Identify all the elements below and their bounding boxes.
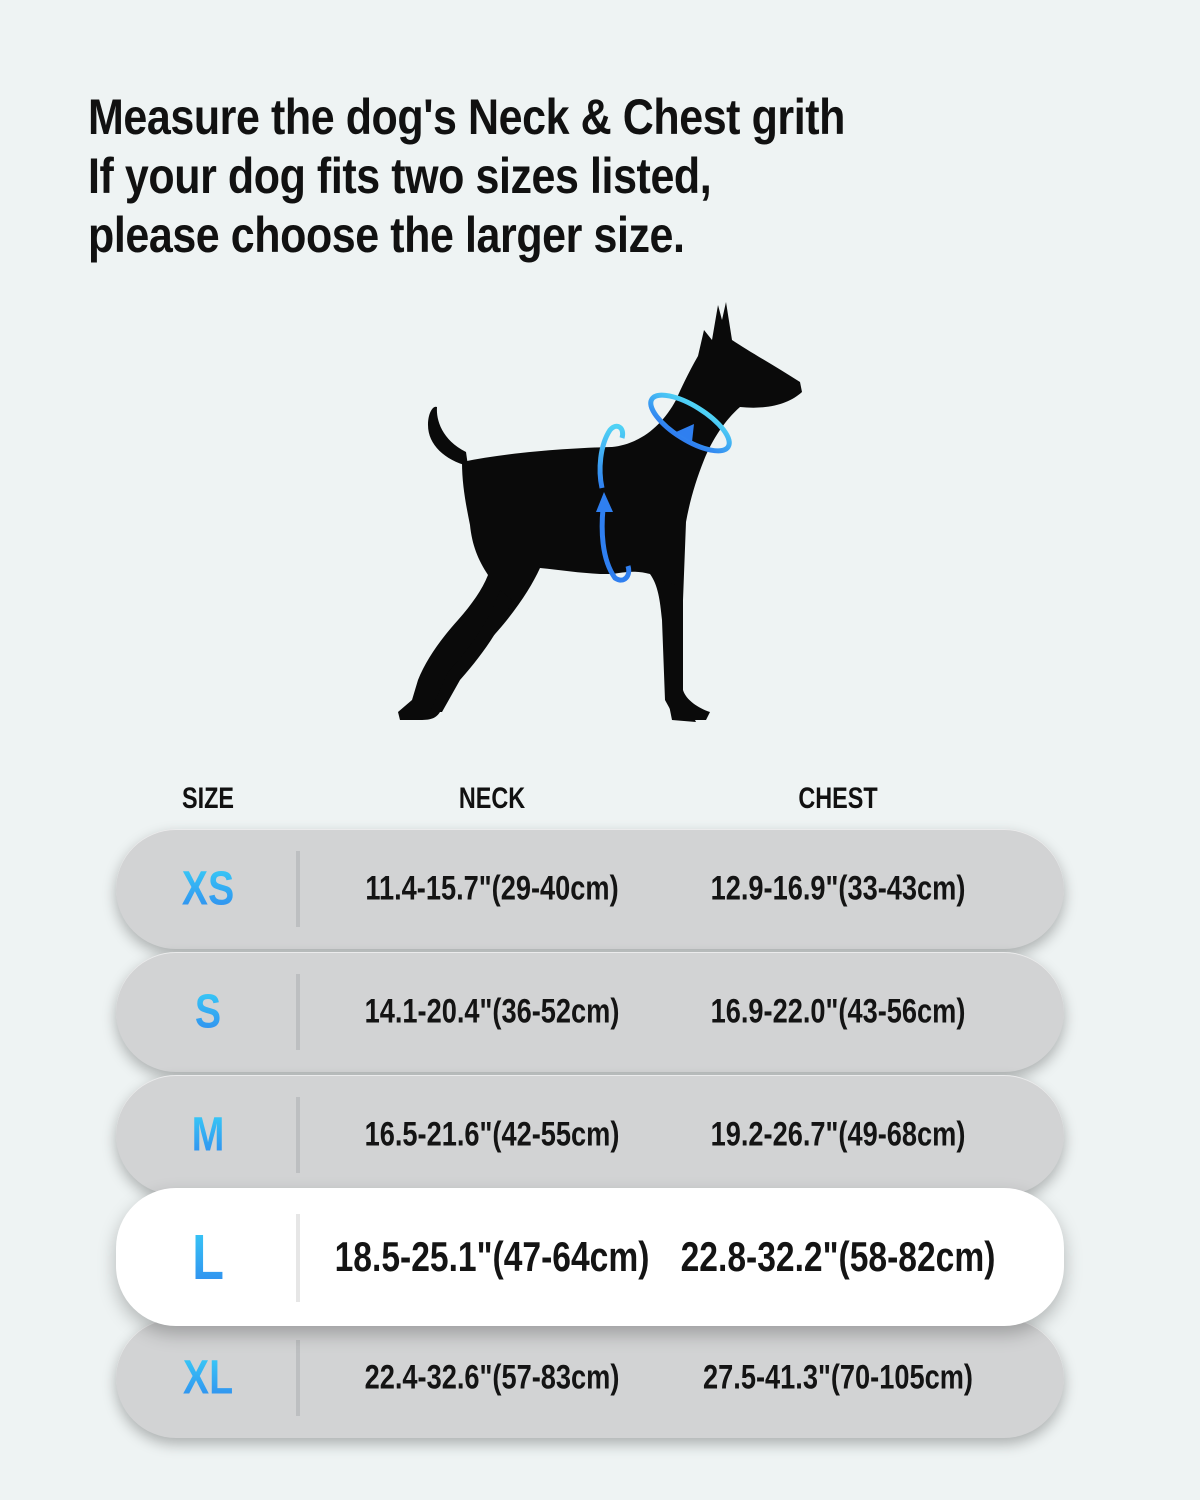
headline [88, 88, 1088, 265]
headline-line-3: please choose the larger size. [88, 207, 685, 263]
size-label: L [191, 1221, 225, 1293]
size-row-xl [116, 1318, 1064, 1438]
size-row-s [116, 952, 1064, 1072]
neck-measurement: 16.5-21.6"(42-55cm) [364, 1115, 620, 1154]
header-neck: NECK [458, 782, 526, 815]
neck-measurement: 11.4-15.7"(29-40cm) [365, 869, 619, 908]
chest-measurement: 16.9-22.0"(43-56cm) [710, 992, 966, 1031]
size-row-xs [116, 829, 1064, 949]
row-divider [296, 1340, 300, 1416]
size-label: XS [181, 862, 235, 916]
size-label: S [194, 985, 222, 1039]
neck-measurement: 22.4-32.6"(57-83cm) [364, 1358, 620, 1397]
row-divider [296, 1097, 300, 1173]
chest-measurement: 12.9-16.9"(33-43cm) [710, 869, 966, 908]
dog-measurement-illustration [380, 290, 820, 740]
size-row-l-highlighted [116, 1188, 1064, 1326]
chest-measurement: 27.5-41.3"(70-105cm) [703, 1358, 973, 1397]
size-row-m [116, 1075, 1064, 1195]
row-divider [296, 851, 300, 927]
headline-line-2: If your dog fits two sizes listed, [88, 148, 712, 204]
row-divider [296, 974, 300, 1050]
headline-line-1: Measure the dog's Neck & Chest grith [88, 89, 845, 145]
row-divider [296, 1214, 300, 1302]
header-chest: CHEST [798, 782, 878, 815]
chest-measurement: 22.8-32.2"(58-82cm) [680, 1233, 996, 1280]
neck-measurement: 14.1-20.4"(36-52cm) [364, 992, 620, 1031]
chest-measurement: 19.2-26.7"(49-68cm) [710, 1115, 966, 1154]
neck-measurement: 18.5-25.1"(47-64cm) [334, 1233, 650, 1280]
header-size: SIZE [181, 782, 235, 815]
size-label: M [191, 1108, 225, 1162]
size-label: XL [182, 1351, 234, 1405]
